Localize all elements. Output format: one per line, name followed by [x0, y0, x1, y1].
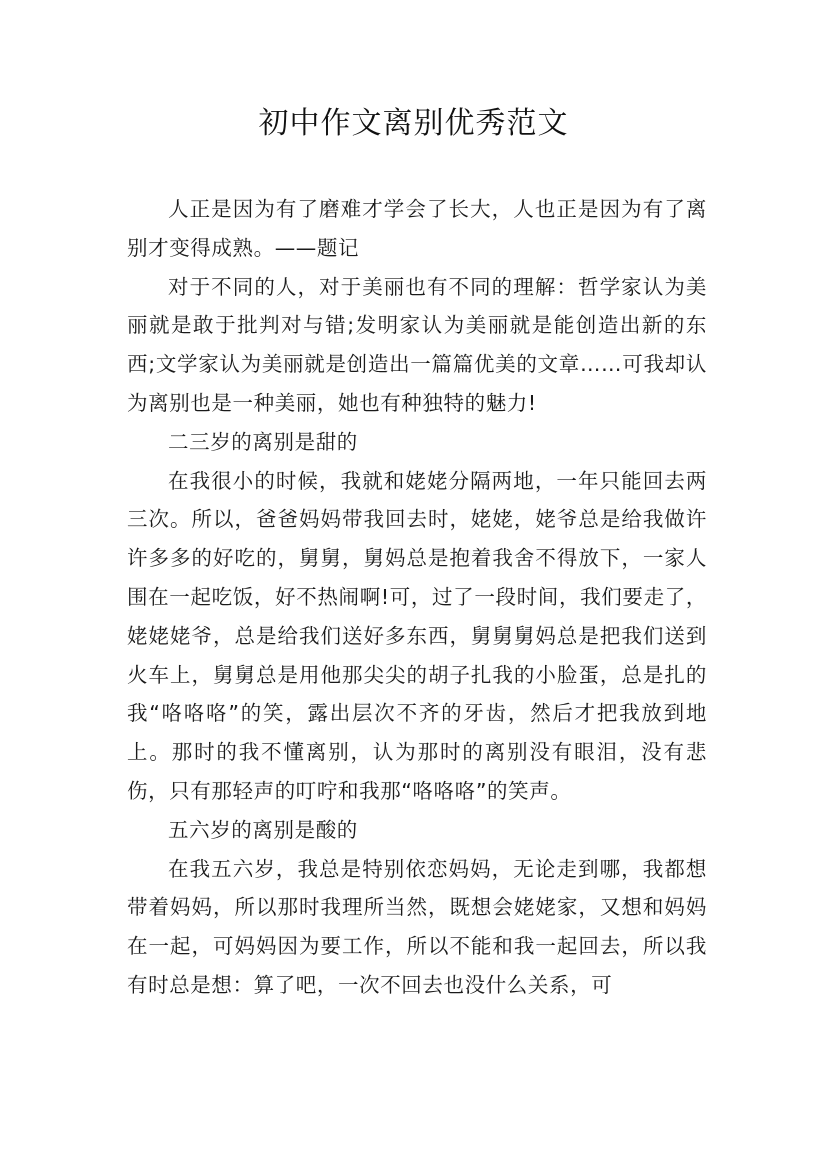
paragraph-epigraph: 人正是因为有了磨难才学会了长大，人也正是因为有了离别才变得成熟。——题记: [127, 197, 707, 260]
paragraph-intro: 对于不同的人，对于美丽也有不同的理解：哲学家认为美丽就是敢于批判对与错;发明家认为美丽就是能创造出新的东西;文学家认为美丽就是创造出一篇篇优美的文章……可我却认为离别也是一种美丽，她也有种独特的魅力!: [127, 274, 707, 415]
document-title: 初中作文离别优秀范文: [258, 106, 569, 141]
document-body: [127, 190, 707, 1005]
section-heading-age-five-six: 五六岁的离别是酸的: [168, 817, 358, 842]
paragraph-age-five-six: 在我五六岁，我总是特别依恋妈妈，无论走到哪，我都想带着妈妈，所以那时我理所当然，既想会姥姥家，又想和妈妈在一起，可妈妈因为要工作，所以不能和我一起回去，所以我有时总是想：算了吧，一次不回去也没什么关系，可: [127, 856, 707, 997]
section-heading-age-two-three: 二三岁的离别是甜的: [168, 429, 358, 454]
paragraph-age-two-three: 在我很小的时候，我就和姥姥分隔两地，一年只能回去两三次。所以，爸爸妈妈带我回去时，姥姥，姥爷总是给我做许许多多的好吃的，舅舅，舅妈总是抱着我舍不得放下，一家人围在一起吃饭，好不热闹啊!可，过了一段时间，我们要走了，姥姥姥爷，总是给我们送好多东西，舅舅舅妈总是把我们送到火车上，舅舅总是用他那尖尖的胡子扎我的小脸蛋，总是扎的我“咯咯咯”的笑，露出层次不齐的牙齿，然后才把我放到地上。那时的我不懂离别，认为那时的离别没有眼泪，没有悲伤，只有那轻声的叮咛和我那“咯咯咯”的笑声。: [127, 468, 707, 803]
